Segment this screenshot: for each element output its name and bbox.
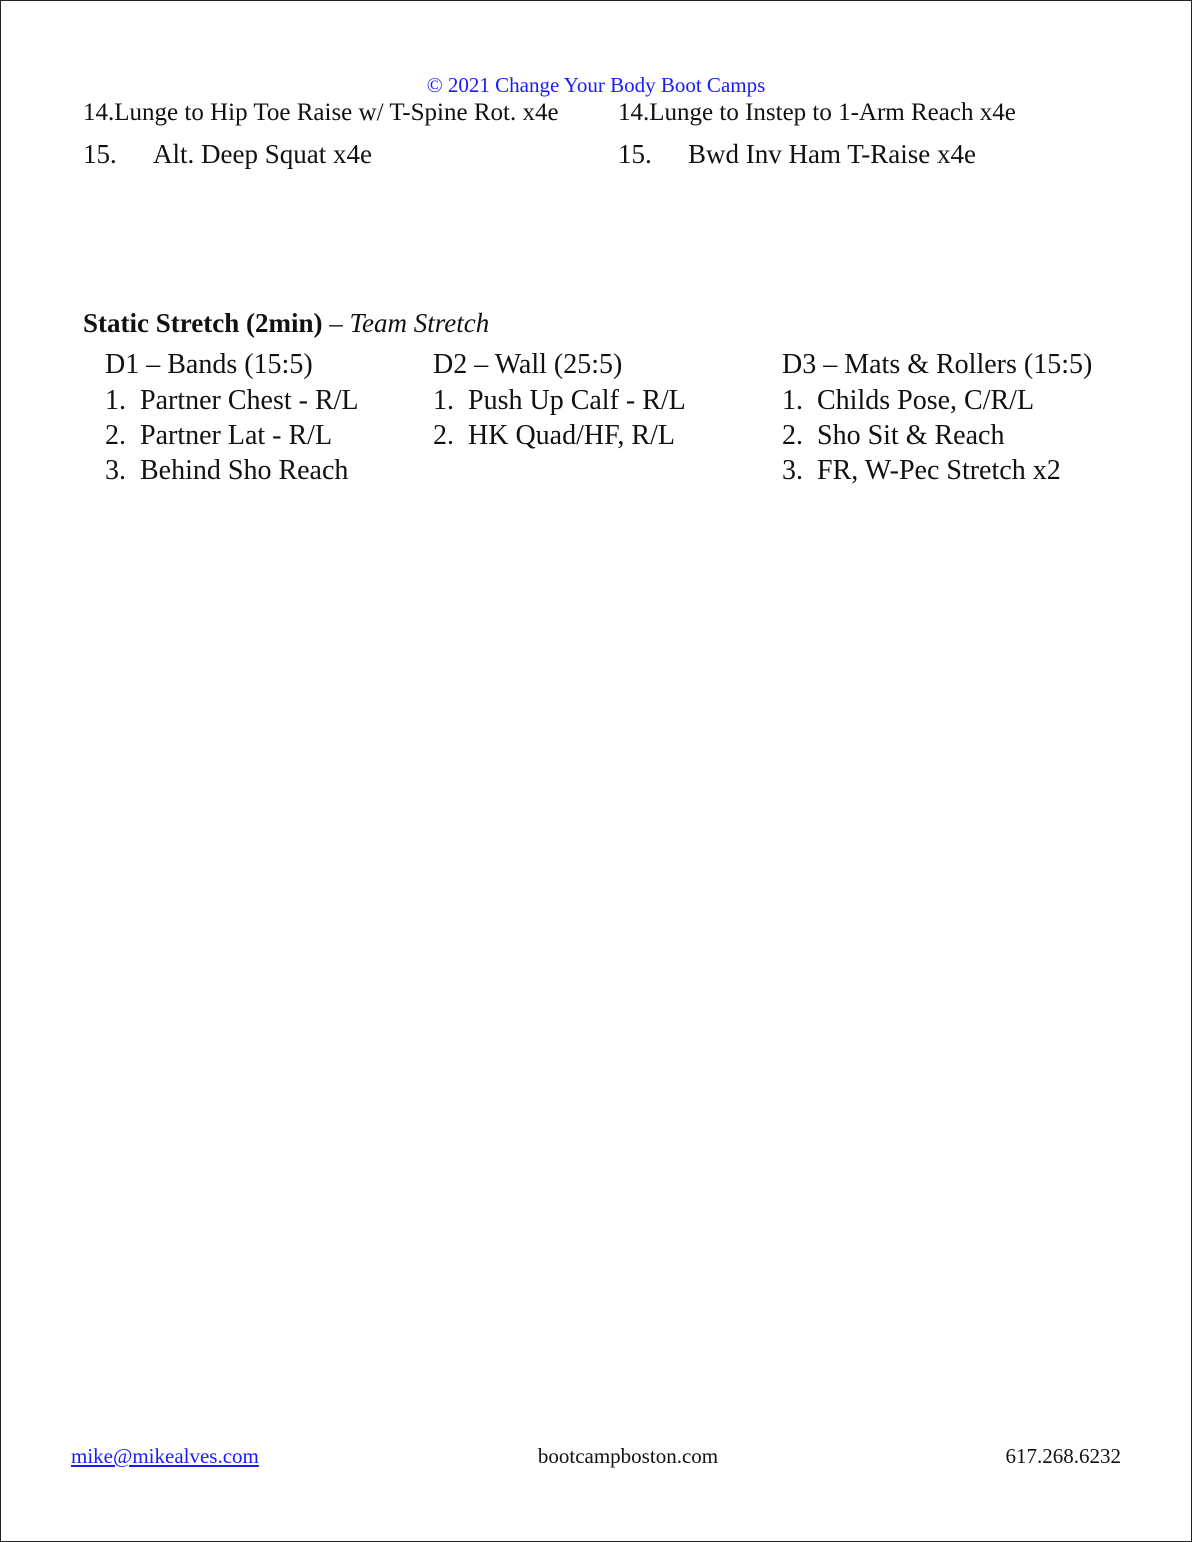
list-item [105,418,359,453]
station-title: D1 – Bands (15:5) [105,349,313,380]
copyright-notice: © 2021 Change Your Body Boot Camps [426,73,766,97]
warmup-item-right [618,139,976,170]
item-number: 15. [83,139,117,169]
item-text: Lunge to Hip Toe Raise w/ T-Spine Rot. x4e [114,99,559,126]
item-text: Alt. Deep Squat x4e [153,139,372,169]
item-number: 14. [618,99,650,126]
item-text: Partner Lat - R/L [140,420,333,451]
list-item [782,418,1092,453]
item-number: 1. [433,385,454,416]
footer-email-link[interactable]: mike@mikealves.com [71,1444,259,1468]
item-number: 1. [105,385,126,416]
item-number: 15. [618,139,652,169]
warmup-item-left [83,99,559,127]
item-number: 1. [782,385,803,416]
section-title: Static Stretch (2min) [83,308,323,338]
item-text: Behind Sho Reach [140,455,349,486]
list-item [105,453,359,488]
item-number: 14. [83,99,115,126]
static-stretch-heading [83,308,489,339]
warmup-item-left [83,139,372,170]
item-text: Partner Chest - R/L [140,385,359,416]
item-number: 2. [782,420,803,451]
item-text: Childs Pose, C/R/L [817,385,1035,416]
list-item [105,383,359,418]
list-item [433,418,686,453]
list-item [782,453,1092,488]
item-number: 3. [782,455,803,486]
station-d3 [782,347,1092,488]
item-text: Bwd Inv Ham T-Raise x4e [688,139,976,169]
warmup-item-right [618,99,1016,127]
footer-phone: 617.268.6232 [1005,1444,1121,1468]
section-subtitle: Team Stretch [349,308,490,338]
item-number: 2. [433,420,454,451]
item-number: 2. [105,420,126,451]
list-item [433,383,686,418]
item-text: FR, W-Pec Stretch x2 [817,455,1061,486]
station-d1 [105,347,359,488]
item-text: Sho Sit & Reach [817,420,1005,451]
station-title: D2 – Wall (25:5) [433,349,623,380]
station-title: D3 – Mats & Rollers (15:5) [782,349,1093,380]
item-text: HK Quad/HF, R/L [468,420,675,451]
station-d2 [433,347,686,453]
list-item [782,383,1092,418]
item-text: Push Up Calf - R/L [468,385,686,416]
title-separator: – [322,308,350,338]
footer-website: bootcampboston.com [537,1444,719,1468]
item-text: Lunge to Instep to 1-Arm Reach x4e [649,99,1016,126]
item-number: 3. [105,455,126,486]
